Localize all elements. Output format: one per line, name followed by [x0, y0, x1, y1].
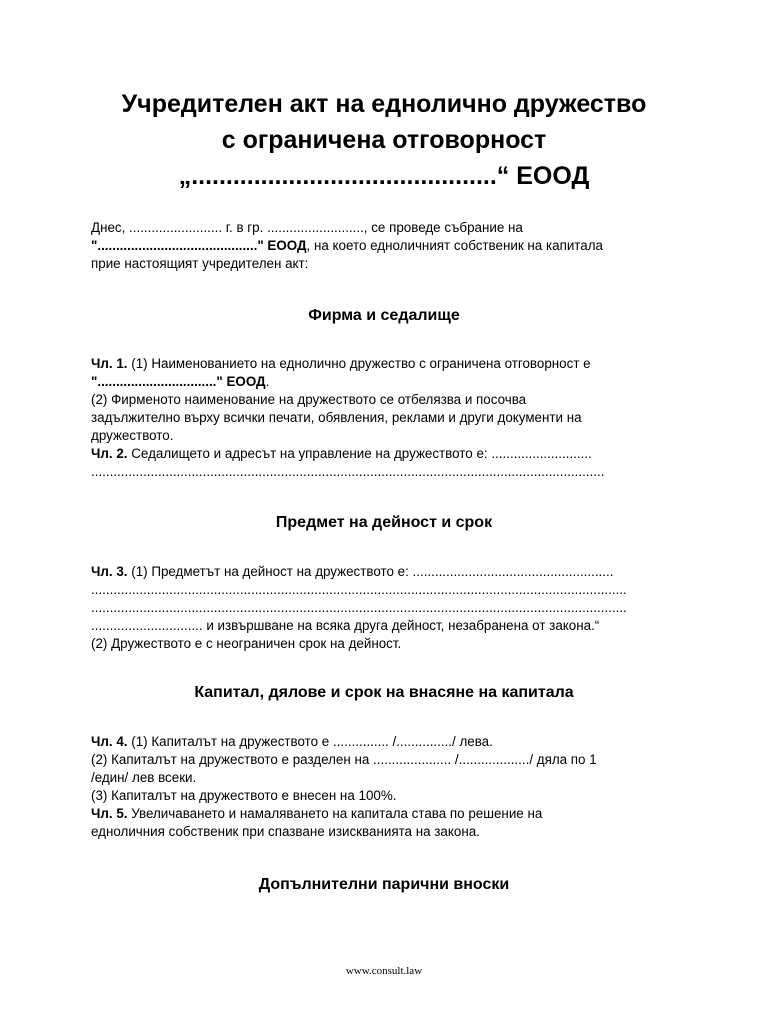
article-4-label: Чл. 4. [91, 734, 128, 749]
article-5-text: Увеличаването и намаляването на капитала става по решение на [127, 806, 543, 821]
document-title [40, 86, 728, 194]
section-heading-capital: Капитал, дялове и срок на внасяне на капитала [194, 684, 574, 701]
article-1-line-2 [91, 373, 681, 391]
title-line-1: Учредителен акт на еднолично дружество [121, 90, 647, 118]
article-5-line-2: едноличния собственик при спазване изискванията на закона. [91, 824, 480, 839]
article-4-text: (1) Капиталът на дружеството е ............... /.............../ лева. [127, 734, 493, 749]
article-2-line-2: .......................................................................................................................................... [91, 464, 605, 479]
article-4-para-2-line-1: (2) Капиталът на дружеството е разделен на ..................... /.................../ дяла по 1 [91, 752, 597, 767]
section-heading-additional-contributions: Допълнителни парични вноски [258, 876, 510, 893]
company-name-placeholder: "..........................................." ЕООД [91, 238, 307, 253]
footer-website: www.consult.law [345, 965, 423, 977]
article-3-label: Чл. 3. [91, 564, 128, 579]
article-1-line-1 [91, 355, 681, 373]
article-1-para-2-line-2: задължително върху всички печати, обявления, реклами и други документи на [91, 410, 582, 425]
article-3-line-1 [91, 563, 681, 581]
article-1-label: Чл. 1. [91, 356, 128, 371]
article-1-para-2-line-3: дружеството. [91, 428, 174, 443]
article-2-label: Чл. 2. [91, 446, 128, 461]
intro-line-1: Днес, ......................... г. в гр. .........................., се проведе събрание на [91, 220, 523, 235]
intro-line-2-rest: , на което едноличният собственик на капитала [306, 238, 603, 253]
article-3-line-4: .............................. и извършване на всяка друга дейност, незабранена от закона.“ [91, 618, 600, 633]
title-line-3: „............................................“ ЕООД [178, 162, 590, 190]
article-5-line-1 [91, 805, 681, 823]
article-4-para-3: (3) Капиталът на дружеството е внесен на 100%. [91, 788, 397, 803]
section-subject-body [91, 563, 681, 653]
section-heading-subject: Предмет на дейност и срок [275, 514, 493, 531]
section-firm-body [91, 355, 681, 481]
article-2-text: Седалището и адресът на управление на дружеството е: ........................... [127, 446, 592, 461]
article-1-company-name: "................................" ЕООД [91, 374, 266, 389]
article-3-line-2: ................................................................................................................................................ [91, 582, 627, 597]
section-heading-firm: Фирма и седалище [308, 307, 460, 324]
article-1-line-2-rest: . [265, 374, 270, 389]
article-3-line-3: ................................................................................................................................................ [91, 600, 627, 615]
article-1-text: (1) Наименованието на еднолично дружество с ограничена отговорност е [127, 356, 591, 371]
article-1-para-2-line-1: (2) Фирменото наименование на дружеството се отбелязва и посочва [91, 392, 527, 407]
title-line-2: с ограничена отговорност [221, 126, 547, 154]
intro-line-3: прие настоящият учредителен акт: [91, 256, 309, 271]
article-3-text: (1) Предметът на дейност на дружеството е: ...................................................... [127, 564, 614, 579]
article-4-line-1 [91, 733, 681, 751]
article-2-line-1 [91, 445, 681, 463]
section-capital-body [91, 733, 681, 841]
intro-paragraph [91, 219, 681, 273]
article-5-label: Чл. 5. [91, 806, 128, 821]
article-4-para-2-line-2: /един/ лев всеки. [91, 770, 197, 785]
intro-line-2 [91, 237, 681, 255]
article-3-para-2: (2) Дружеството е с неограничен срок на дейност. [91, 636, 402, 651]
